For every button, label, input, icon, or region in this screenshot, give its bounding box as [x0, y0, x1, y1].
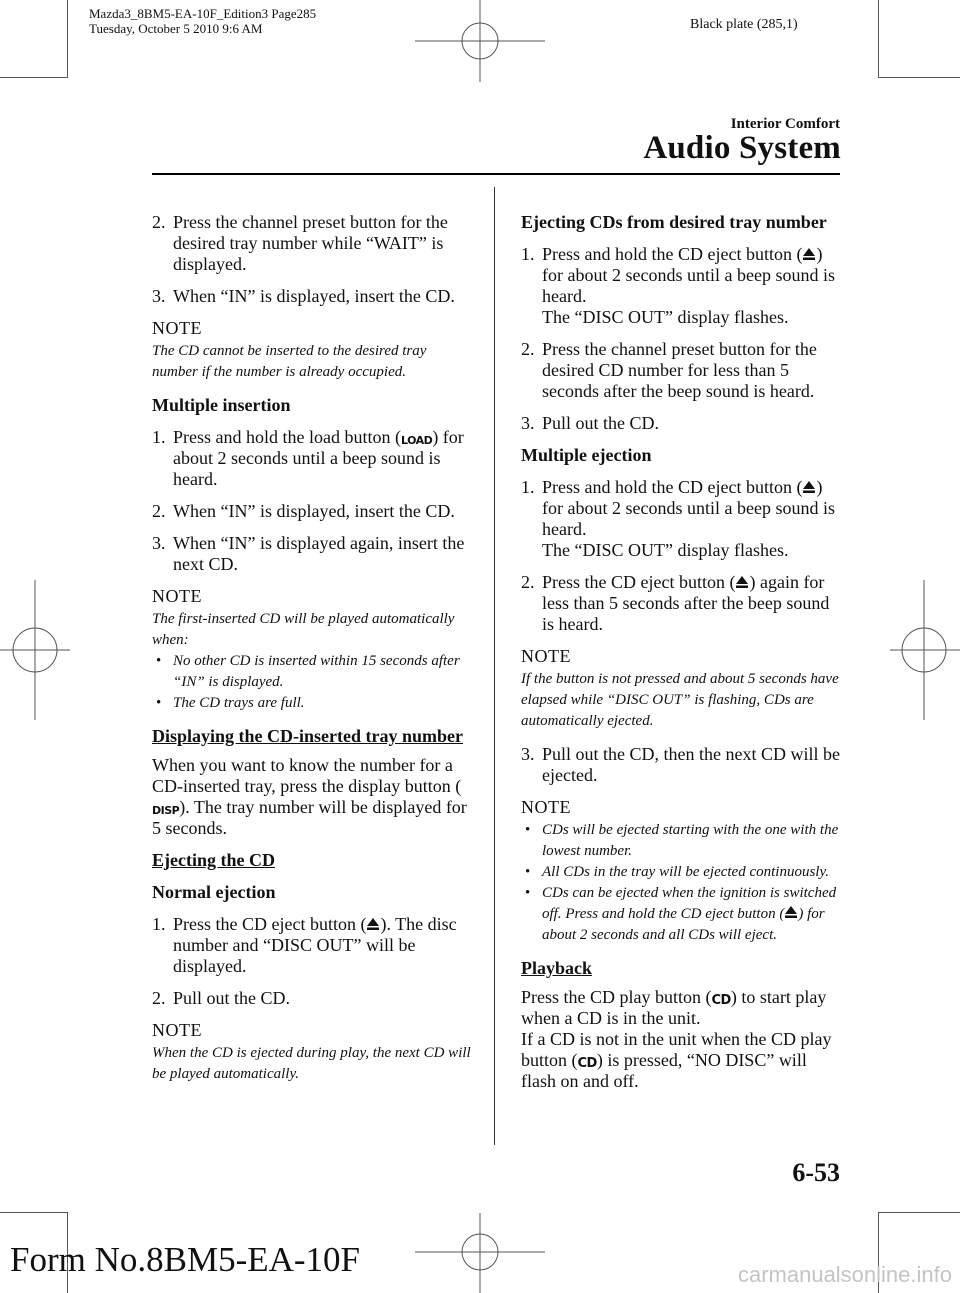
registration-mark-left	[0, 580, 70, 720]
plate-label: Black plate (285,1)	[690, 17, 798, 32]
note-heading: NOTE	[521, 646, 571, 666]
note-text: If the button is not pressed and about 5 seconds have elapsed while “DISC OUT” is flashing, CDs are automatically ejected.	[521, 671, 839, 729]
watermark: carmanualsonline.info	[737, 1262, 952, 1287]
bullet-icon: •	[156, 695, 162, 711]
bullet-icon: •	[525, 864, 531, 880]
step: 1. Press the CD eject button ( ). The disc number and “DISC OUT” will be displayed.	[152, 914, 457, 976]
bullet-icon: •	[525, 885, 531, 901]
print-file-info	[89, 6, 316, 36]
list-item: • The CD trays are full.	[152, 693, 472, 714]
crop-mark	[879, 77, 960, 78]
subheading-normal-ejection: Normal ejection	[152, 882, 276, 902]
list-item: • All CDs in the tray will be ejected continuously.	[521, 862, 843, 883]
step: 2. When “IN” is displayed, insert the CD.	[152, 501, 455, 521]
paragraph: If a CD is not in the unit when the CD play button (CD) is pressed, “NO DISC” will flash on and off.	[521, 1029, 832, 1091]
note-heading: NOTE	[152, 1020, 202, 1040]
note-heading: NOTE	[152, 318, 202, 338]
eject-icon	[802, 480, 816, 494]
left-column	[152, 212, 472, 1097]
subheading-eject-desired-tray: Ejecting CDs from desired tray number	[521, 212, 827, 232]
cd-icon: CD	[577, 1056, 597, 1071]
heading-ejecting-cd: Ejecting the CD	[152, 850, 275, 870]
registration-mark-bottom	[415, 1213, 545, 1293]
cd-icon: CD	[711, 993, 731, 1008]
section-title: Audio System	[643, 130, 841, 166]
paragraph: Press the CD play button (CD) to start play when a CD is in the unit.	[521, 987, 827, 1028]
step: 3. Pull out the CD.	[521, 413, 660, 433]
crop-mark	[0, 1212, 67, 1213]
bullet-icon: •	[525, 822, 531, 838]
step: 2. Press the CD eject button ( ) again for less than 5 seconds after the beep sound is heard.	[521, 572, 830, 634]
crop-mark	[878, 0, 879, 78]
column-divider	[494, 187, 495, 1145]
note-text: The CD cannot be inserted to the desired tray number if the number is already occupied.	[152, 343, 427, 380]
heading-displaying-tray-number: Displaying the CD-inserted tray number	[152, 726, 463, 746]
eject-icon	[735, 575, 749, 589]
step: 2. Press the channel preset button for the desired CD number for less than 5 seconds after the beep sound is heard.	[521, 339, 817, 401]
step: 2. Pull out the CD.	[152, 988, 291, 1008]
note-text	[521, 820, 843, 946]
eject-icon	[366, 917, 380, 931]
step: 1. Press and hold the load button (LOAD) for about 2 seconds until a beep sound is heard.	[152, 427, 464, 489]
note-text: The first-inserted CD will be played automatically when: • No other CD is inserted within 15 seconds after “IN” is displayed. • The CD trays are full.	[152, 609, 472, 714]
crop-mark	[0, 77, 67, 78]
form-number: Form No.8BM5-EA-10F	[10, 1240, 361, 1279]
right-column	[521, 212, 843, 1092]
crop-mark	[879, 1212, 960, 1213]
note-text: When the CD is ejected during play, the next CD will be played automatically.	[152, 1045, 471, 1082]
step: 3. Pull out the CD, then the next CD will be ejected.	[521, 744, 840, 785]
list-item: • CDs will be ejected starting with the one with the lowest number.	[525, 822, 839, 859]
load-icon: LOAD	[400, 434, 433, 447]
bullet-icon: •	[156, 653, 162, 669]
subheading-multiple-insertion: Multiple insertion	[152, 395, 291, 415]
date-line: Tuesday, October 5 2010 9:6 AM	[89, 21, 263, 36]
subheading-multiple-ejection: Multiple ejection	[521, 445, 652, 465]
heading-playback: Playback	[521, 958, 593, 978]
step: 1. Press and hold the CD eject button ( ) for about 2 seconds until a beep sound is heard. The “DISC OUT” display flashes.	[521, 477, 835, 560]
list-item: • No other CD is inserted within 15 seconds after “IN” is displayed.	[156, 653, 460, 690]
note-heading: NOTE	[521, 797, 571, 817]
section-label: Interior Comfort	[730, 116, 840, 132]
page-number: 6-53	[792, 1158, 840, 1187]
registration-mark-top	[415, 0, 545, 82]
registration-mark-right	[890, 580, 960, 720]
step: 3. When “IN” is displayed again, insert the next CD.	[152, 533, 465, 574]
eject-icon	[802, 247, 816, 261]
crop-mark	[67, 0, 68, 78]
step: 2. Press the channel preset button for the desired tray number while “WAIT” is displayed.	[152, 212, 448, 274]
step: 3. When “IN” is displayed, insert the CD.	[152, 286, 455, 306]
paragraph: When you want to know the number for a CD-inserted tray, press the display button (DISP). The tray number will be displayed for 5 seconds.	[152, 755, 467, 838]
file-line: Mazda3_8BM5-EA-10F_Edition3 Page285	[89, 6, 317, 21]
list-item: • CDs can be ejected when the ignition is switched off. Press and hold the CD eject button ( ) for about 2 seconds and all CDs will eject.	[525, 885, 837, 943]
eject-icon	[784, 905, 798, 919]
note-heading: NOTE	[152, 586, 202, 606]
step: 1. Press and hold the CD eject button ( ) for about 2 seconds until a beep sound is heard. The “DISC OUT” display flashes.	[521, 244, 835, 327]
header-rule	[152, 173, 840, 175]
disp-icon: DISP	[152, 804, 180, 817]
